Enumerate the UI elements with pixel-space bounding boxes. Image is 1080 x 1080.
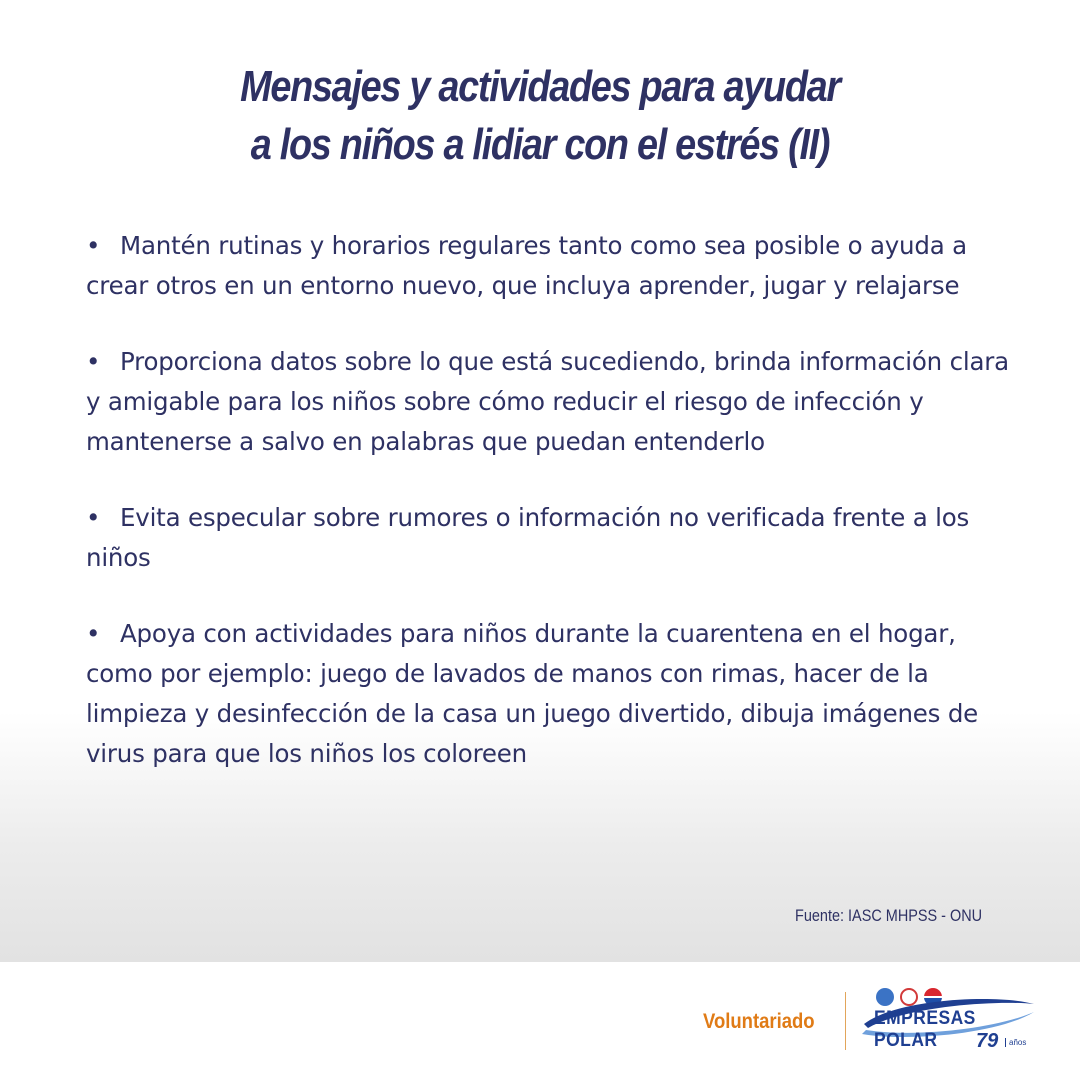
list-item-text: Mantén rutinas y horarios regulares tanto como sea posible o ayuda a crear otros en un entorno nuevo, que incluya aprender, jugar y relajarse — [86, 231, 967, 300]
list-item-text: Proporciona datos sobre lo que está sucediendo, brinda información clara y amigable para los niños sobre cómo reducir el riesgo de infección y mantenerse a salvo en palabras que puedan entenderlo — [86, 347, 1009, 456]
title-line-1: Mensajes y actividades para ayudar — [240, 62, 840, 111]
bullet-marker: • — [86, 503, 101, 532]
logo-wordmark: EMPRESAS POLAR — [874, 1008, 976, 1051]
logo-years-unit: años — [1005, 1038, 1026, 1047]
list-item — [86, 498, 1026, 578]
list-item-text: Evita especular sobre rumores o información no verificada frente a los niños — [86, 503, 970, 572]
bullet-marker: • — [86, 231, 101, 260]
bullet-marker: • — [86, 619, 101, 648]
tips-list — [86, 226, 1026, 810]
list-item — [86, 342, 1026, 462]
empresas-polar-logo — [858, 988, 1038, 1054]
page-title — [76, 58, 1005, 174]
list-item-text: Apoya con actividades para niños durante la cuarentena en el hogar, como por ejemplo: juego de lavados de manos con rimas, hacer de la limpieza y desinfección de la casa un juego divertido, dibuja imágenes de virus para que los niños los coloreen — [86, 619, 979, 768]
list-item — [86, 614, 1026, 774]
list-item — [86, 226, 1026, 306]
footer-divider — [845, 992, 846, 1050]
source-credit: Fuente: IASC MHPSS - ONU — [794, 906, 982, 925]
logo-years: 79 — [976, 1030, 999, 1052]
program-label: Voluntariado — [703, 1010, 815, 1033]
title-line-2: a los niños a lidiar con el estrés (II) — [250, 120, 830, 169]
bullet-marker: • — [86, 347, 101, 376]
